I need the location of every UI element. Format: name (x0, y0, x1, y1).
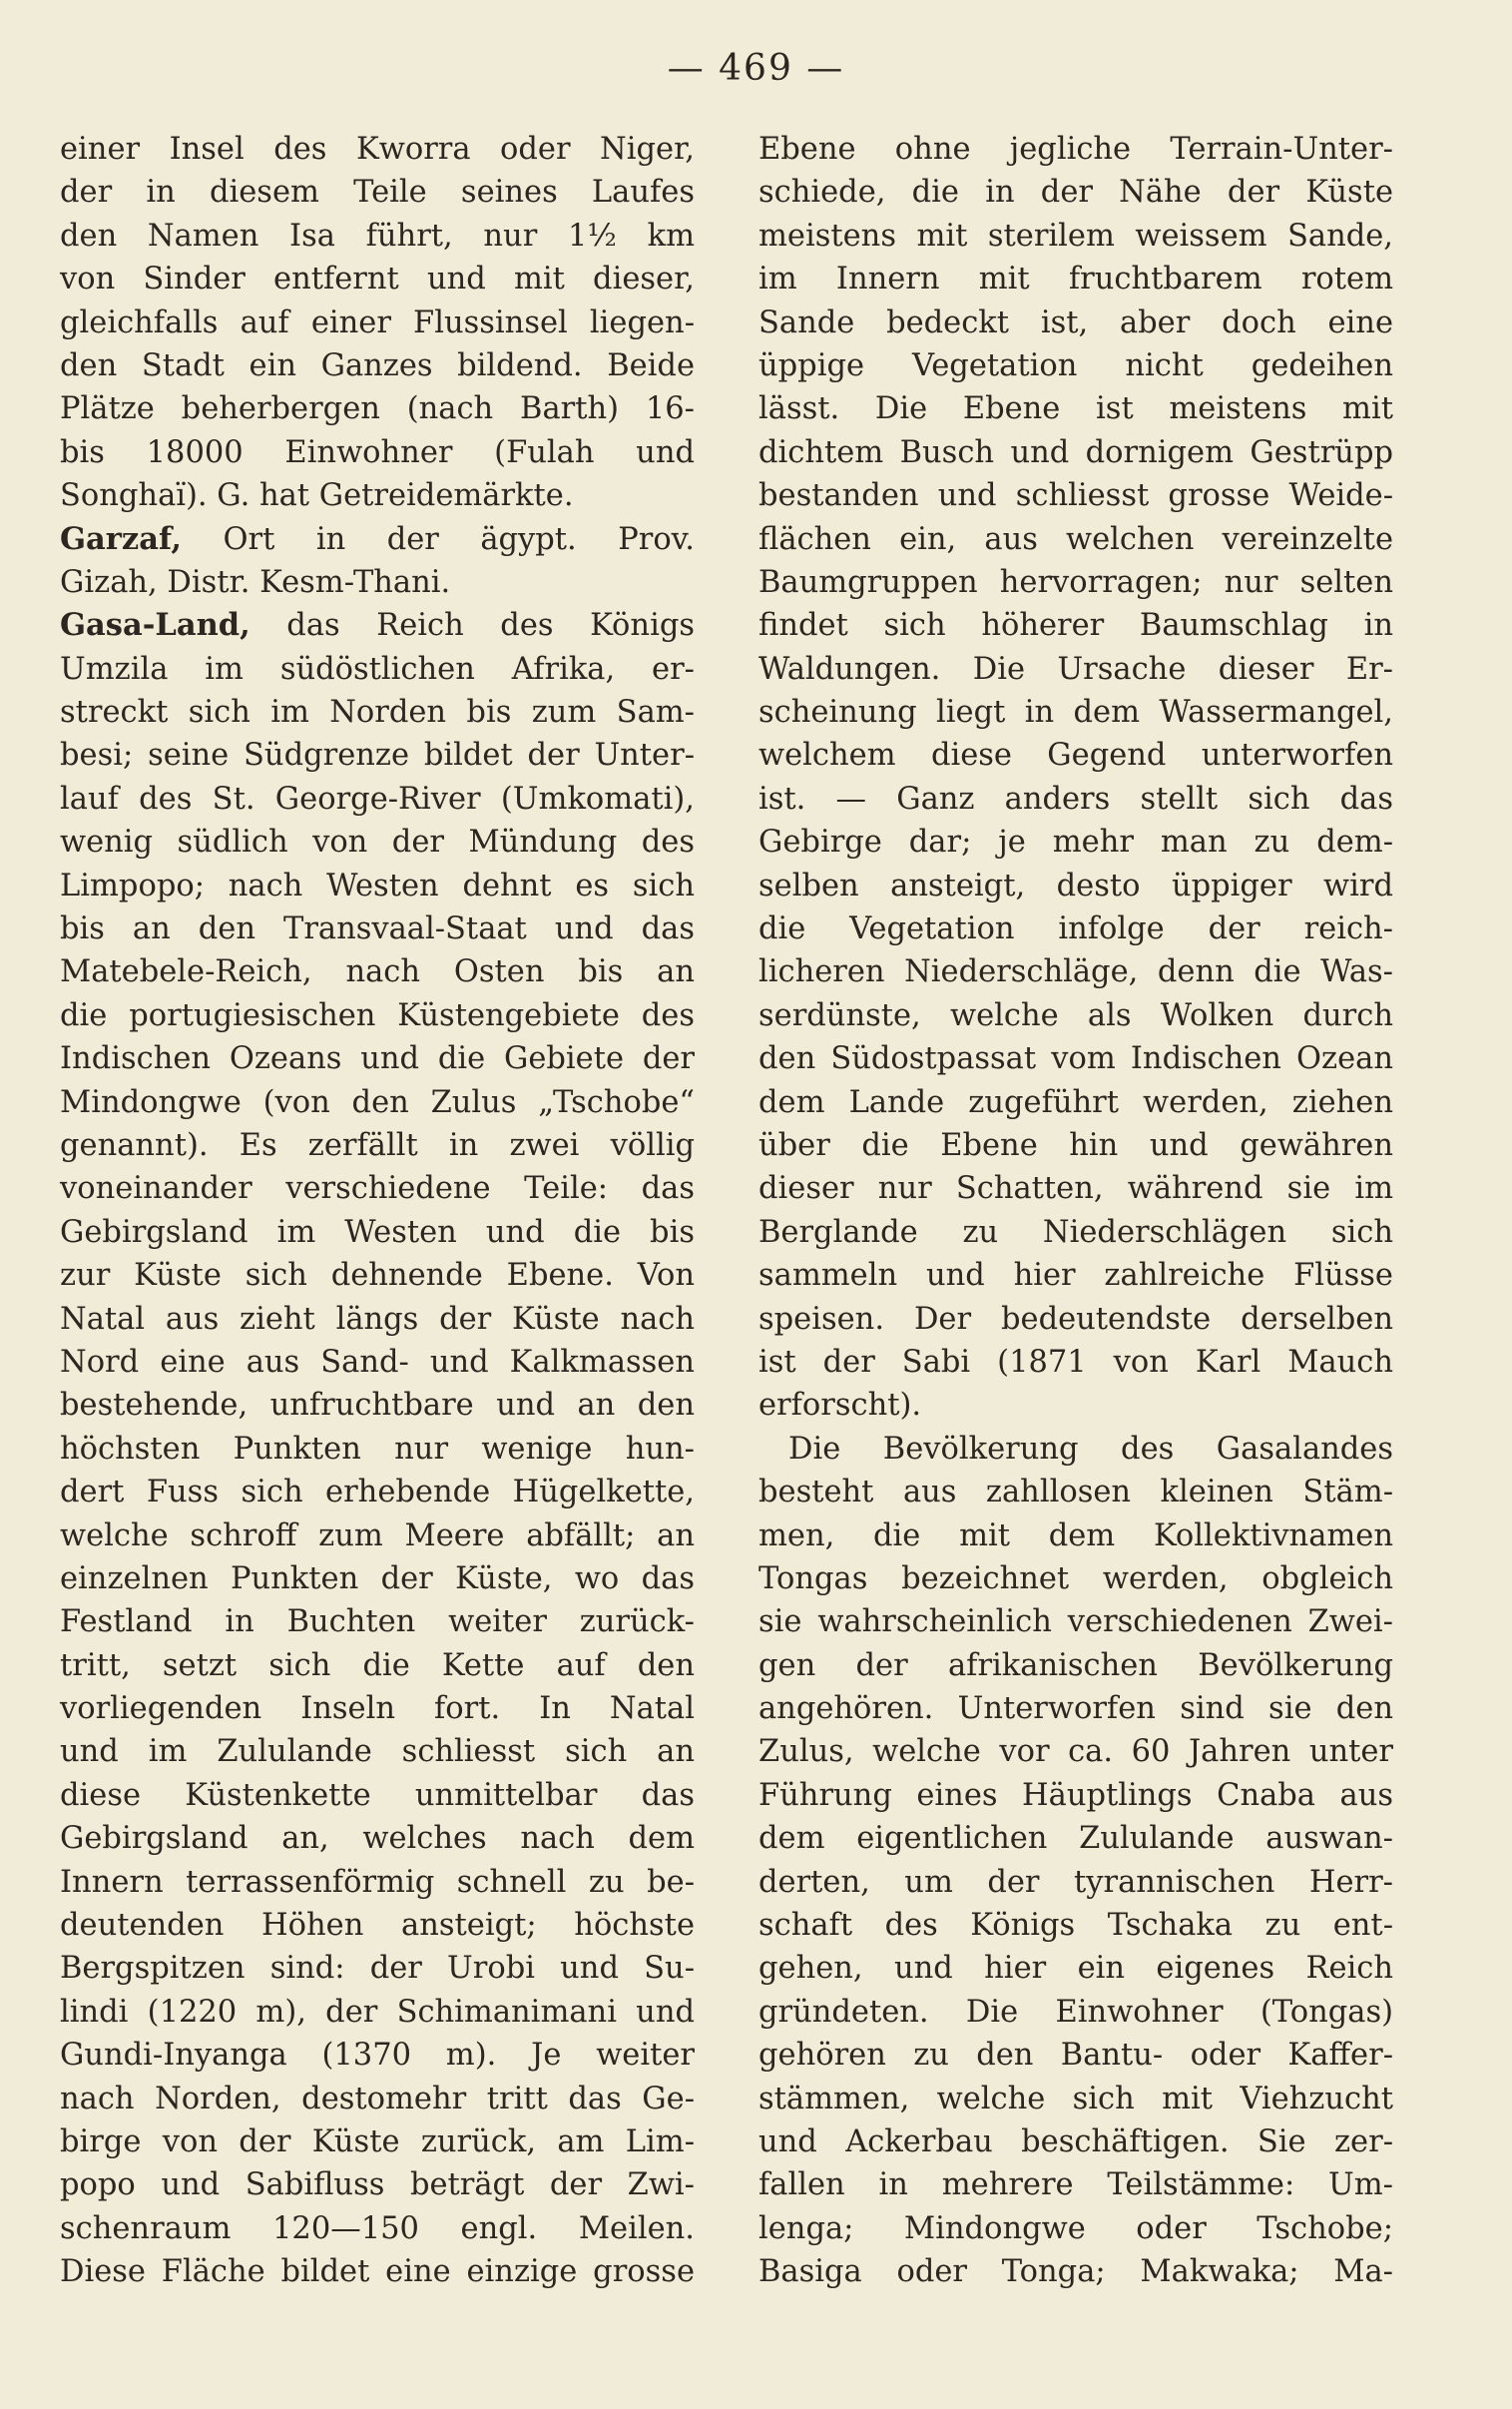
line-text: findet sich höherer Baumschlag in (758, 608, 1393, 644)
left-text-column (60, 128, 695, 2294)
text-line (758, 171, 1393, 214)
text-line (60, 258, 695, 301)
text-line (758, 518, 1393, 561)
text-line (60, 994, 695, 1037)
text-line (758, 1124, 1393, 1167)
line-text: schiede, die in der Nähe der Küste (758, 175, 1393, 211)
line-text: zur Küste sich dehnende Ebene. Von (60, 1258, 695, 1294)
line-text: Bergspitzen sind: der Urobi und Su- (60, 1951, 695, 1987)
line-text: üppige Vegetation nicht gedeihen (758, 347, 1393, 383)
text-line (60, 1124, 695, 1167)
line-text: stämmen, welche sich mit Viehzucht (758, 2081, 1393, 2116)
line-text: den Namen Isa führt, nur 1½ km (60, 218, 695, 254)
text-line (60, 2250, 695, 2293)
text-line (758, 1384, 1393, 1427)
text-line (60, 604, 695, 647)
text-line (758, 128, 1393, 171)
line-text: Plätze beherbergen (nach Barth) 16- (60, 391, 695, 427)
line-text: höchsten Punkten nur wenige hun- (60, 1431, 695, 1467)
text-line (60, 2163, 695, 2206)
text-line (60, 1341, 695, 1384)
line-text: und im Zululande schliesst sich an (60, 1734, 695, 1770)
text-line (758, 821, 1393, 864)
text-line (60, 1774, 695, 1817)
text-line (758, 1557, 1393, 1600)
line-text: besi; seine Südgrenze bildet der Unter- (60, 738, 695, 774)
text-line (758, 2120, 1393, 2163)
line-text: Ort in der ägypt. Prov. (182, 521, 695, 557)
text-line (758, 950, 1393, 993)
right-text-column (758, 128, 1393, 2294)
text-line (60, 1037, 695, 1080)
line-text: bestanden und schliesst grosse Weide- (758, 478, 1393, 514)
line-text: dert Fuss sich erhebende Hügelkette, (60, 1475, 695, 1510)
text-line (758, 1341, 1393, 1384)
line-text: licheren Niederschläge, denn die Was- (758, 954, 1393, 990)
line-text: Die Bevölkerung des Gasalandes (788, 1431, 1393, 1467)
line-text: lauf des St. George-River (Umkomati), (60, 781, 695, 817)
line-text: popo und Sabifluss beträgt der Zwi- (60, 2167, 695, 2203)
text-line (60, 1861, 695, 1904)
line-text: genannt). Es zerfällt in zwei völlig (60, 1127, 695, 1163)
text-line (758, 1514, 1393, 1557)
line-text: Führung eines Häuptlings Cnaba aus (758, 1777, 1393, 1813)
line-text: die portugiesischen Küstengebiete des (60, 997, 695, 1033)
line-text: und Ackerbau beschäftigen. Sie zer- (758, 2123, 1393, 2159)
line-text: Ebene ohne jegliche Terrain-Unter- (758, 132, 1393, 167)
line-text: Nord eine aus Sand- und Kalkmassen (60, 1344, 695, 1380)
line-text: serdünste, welche als Wolken durch (758, 997, 1393, 1033)
line-text: men, die mit dem Kollektivnamen (758, 1517, 1393, 1553)
text-line (758, 1774, 1393, 1817)
line-text: von Sinder entfernt und mit dieser, (60, 262, 695, 298)
line-text: einzelnen Punkten der Küste, wo das (60, 1560, 695, 1596)
line-text: lenga; Mindongwe oder Tschobe; (758, 2210, 1393, 2246)
text-line (758, 994, 1393, 1037)
line-text: meistens mit sterilem weissem Sande, (758, 218, 1393, 254)
line-text: Berglande zu Niederschlägen sich (758, 1214, 1393, 1250)
text-line (758, 301, 1393, 344)
text-line (60, 1644, 695, 1687)
line-text: die Vegetation infolge der reich- (758, 911, 1393, 947)
line-text: derten, um der tyrannischen Herr- (758, 1864, 1393, 1900)
text-line (60, 518, 695, 561)
line-text: Gebirgsland im Westen und die bis (60, 1214, 695, 1250)
text-line (60, 1384, 695, 1427)
text-line (60, 1687, 695, 1730)
line-text: einer Insel des Kworra oder Niger, (60, 132, 695, 167)
line-text: schaft des Königs Tschaka zu ent- (758, 1908, 1393, 1944)
text-line (758, 1167, 1393, 1210)
line-text: schenraum 120—150 engl. Meilen. (60, 2210, 695, 2246)
text-line (758, 1991, 1393, 2034)
line-text: Zulus, welche vor ca. 60 Jahren unter (758, 1734, 1393, 1770)
entry-headword: Garzaf, (60, 520, 183, 557)
line-text: Songhaï). G. hat Getreidemärkte. (60, 478, 574, 514)
line-text: Matebele-Reich, nach Osten bis an (60, 954, 695, 990)
text-line (758, 1471, 1393, 1513)
line-text: speisen. Der bedeutendste derselben (758, 1301, 1393, 1337)
line-text: gehen, und hier ein eigenes Reich (758, 1951, 1393, 1987)
text-line (60, 734, 695, 777)
text-line (758, 1600, 1393, 1643)
line-text: fallen in mehrere Teilstämme: Um- (758, 2167, 1393, 2203)
line-text: Umzila im südöstlichen Afrika, er- (60, 651, 695, 687)
line-text: Natal aus zieht längs der Küste nach (60, 1301, 695, 1337)
line-text: den Südostpassat vom Indischen Ozean (758, 1041, 1393, 1077)
text-line (758, 2034, 1393, 2077)
text-line (758, 865, 1393, 907)
text-line (60, 1471, 695, 1513)
line-text: selben ansteigt, desto üppiger wird (758, 868, 1393, 903)
line-text: das Reich des Königs (250, 608, 695, 644)
line-text: wenig südlich von der Mündung des (60, 825, 695, 861)
text-line (60, 1817, 695, 1860)
line-text: flächen ein, aus welchen vereinzelte (758, 521, 1393, 557)
line-text: Gebirge dar; je mehr man zu dem- (758, 825, 1393, 861)
text-line (60, 1298, 695, 1341)
line-text: lässt. Die Ebene ist meistens mit (758, 391, 1393, 427)
text-line (60, 561, 695, 604)
text-line (60, 344, 695, 387)
text-line (60, 301, 695, 344)
text-line (758, 1211, 1393, 1254)
text-line (60, 387, 695, 430)
line-text: erforscht). (758, 1388, 922, 1424)
line-text: ist. — Ganz anders stellt sich das (758, 781, 1393, 817)
line-text: dieser nur Schatten, während sie im (758, 1171, 1393, 1207)
line-text: tritt, setzt sich die Kette auf den (60, 1647, 695, 1683)
line-text: Innern terrassenförmig schnell zu be- (60, 1864, 695, 1900)
text-line (758, 1904, 1393, 1947)
line-text: welche schroff zum Meere abfällt; an (60, 1517, 695, 1553)
line-text: bis 18000 Einwohner (Fulah und (60, 434, 695, 470)
text-line (60, 128, 695, 171)
text-line (758, 561, 1393, 604)
line-text: bestehende, unfruchtbare und an den (60, 1388, 695, 1424)
text-line (758, 1947, 1393, 1990)
line-text: angehören. Unterworfen sind sie den (758, 1691, 1393, 1727)
line-text: Baumgruppen hervorragen; nur selten (758, 564, 1393, 600)
text-line (60, 821, 695, 864)
line-text: Gebirgsland an, welches nach dem (60, 1821, 695, 1857)
text-line (60, 2034, 695, 2077)
line-text: scheinung liegt in dem Wassermangel, (758, 695, 1393, 731)
line-text: vorliegenden Inseln fort. In Natal (60, 1691, 695, 1727)
text-line (758, 2163, 1393, 2206)
text-line (758, 344, 1393, 387)
line-text: der in diesem Teile seines Laufes (60, 175, 695, 211)
text-line (758, 1687, 1393, 1730)
line-text: besteht aus zahllosen kleinen Stäm- (758, 1475, 1393, 1510)
text-line (60, 1254, 695, 1297)
text-line (60, 1081, 695, 1124)
text-line (60, 1428, 695, 1471)
text-line (60, 1167, 695, 1210)
line-text: Tongas bezeichnet werden, obgleich (758, 1560, 1393, 1596)
text-line (60, 1211, 695, 1254)
line-text: gründeten. Die Einwohner (Tongas) (758, 1994, 1393, 2030)
text-line (758, 1298, 1393, 1341)
text-line (60, 2207, 695, 2250)
text-line (758, 258, 1393, 301)
text-line (758, 1730, 1393, 1773)
text-line (758, 734, 1393, 777)
text-line (60, 474, 695, 517)
line-text: gleichfalls auf einer Flussinsel liegen- (60, 304, 695, 340)
text-line (60, 1600, 695, 1643)
line-text: den Stadt ein Ganzes bildend. Beide (60, 347, 695, 383)
text-line (60, 648, 695, 691)
line-text: lindi (1220 m), der Schimanimani und (60, 1994, 695, 2030)
text-line (758, 1861, 1393, 1904)
line-text: deutenden Höhen ansteigt; höchste (60, 1908, 695, 1944)
line-text: dem Lande zugeführt werden, ziehen (758, 1084, 1393, 1120)
text-line (60, 1904, 695, 1947)
text-line (60, 950, 695, 993)
text-line (758, 1644, 1393, 1687)
text-line (60, 2078, 695, 2120)
text-line (758, 1817, 1393, 1860)
line-text: gehören zu den Bantu- oder Kaffer- (758, 2038, 1393, 2074)
line-text: Festland in Buchten weiter zurück- (60, 1604, 695, 1640)
text-line (60, 215, 695, 258)
page-number: — 469 — (667, 48, 845, 89)
text-line (758, 474, 1393, 517)
text-line (60, 691, 695, 734)
text-line (60, 431, 695, 474)
text-line (758, 2207, 1393, 2250)
text-line (758, 778, 1393, 821)
line-text: Mindongwe (von den Zulus „Tschobe“ (60, 1084, 695, 1120)
text-line (60, 171, 695, 214)
text-line (758, 2250, 1393, 2293)
line-text: Gundi-Inyanga (1370 m). Je weiter (60, 2038, 695, 2074)
text-line (758, 907, 1393, 950)
text-line (758, 215, 1393, 258)
line-text: dichtem Busch und dornigem Gestrüpp (758, 434, 1393, 470)
text-line (758, 1081, 1393, 1124)
text-line (758, 691, 1393, 734)
text-line (758, 648, 1393, 691)
text-line (60, 1730, 695, 1773)
line-text: voneinander verschiedene Teile: das (60, 1171, 695, 1207)
line-text: im Innern mit fruchtbarem rotem (758, 262, 1393, 298)
line-text: Basiga oder Tonga; Makwaka; Ma- (758, 2254, 1393, 2290)
line-text: Diese Fläche bildet eine einzige grosse (60, 2254, 695, 2290)
text-line (758, 387, 1393, 430)
line-text: sie wahrscheinlich verschiedenen Zwei- (758, 1604, 1393, 1640)
line-text: Gizah, Distr. Kesm-Thani. (60, 564, 451, 600)
line-text: sammeln und hier zahlreiche Flüsse (758, 1258, 1393, 1294)
text-line (60, 778, 695, 821)
text-line (60, 907, 695, 950)
text-line (758, 2078, 1393, 2120)
line-text: Indischen Ozeans und die Gebiete der (60, 1041, 695, 1077)
line-text: birge von der Küste zurück, am Lim- (60, 2123, 695, 2159)
text-line (60, 1514, 695, 1557)
text-line (60, 865, 695, 907)
entry-headword: Gasa-Land, (60, 607, 251, 644)
line-text: diese Küstenkette unmittelbar das (60, 1777, 695, 1813)
line-text: Limpopo; nach Westen dehnt es sich (60, 868, 695, 903)
text-line (758, 1254, 1393, 1297)
line-text: über die Ebene hin und gewähren (758, 1127, 1393, 1163)
text-line (758, 604, 1393, 647)
line-text: bis an den Transvaal-Staat und das (60, 911, 695, 947)
text-line (60, 1991, 695, 2034)
text-line (60, 1557, 695, 1600)
line-text: streckt sich im Norden bis zum Sam- (60, 695, 695, 731)
text-line (60, 2120, 695, 2163)
line-text: gen der afrikanischen Bevölkerung (758, 1647, 1393, 1683)
text-line (758, 1037, 1393, 1080)
text-line (758, 431, 1393, 474)
line-text: welchem diese Gegend unterworfen (758, 738, 1393, 774)
line-text: Waldungen. Die Ursache dieser Er- (758, 651, 1393, 687)
line-text: ist der Sabi (1871 von Karl Mauch (758, 1344, 1393, 1380)
line-text: dem eigentlichen Zululande auswan- (758, 1821, 1393, 1857)
line-text: Sande bedeckt ist, aber doch eine (758, 304, 1393, 340)
line-text: nach Norden, destomehr tritt das Ge- (60, 2081, 695, 2116)
text-line (758, 1428, 1393, 1471)
text-line (60, 1947, 695, 1990)
